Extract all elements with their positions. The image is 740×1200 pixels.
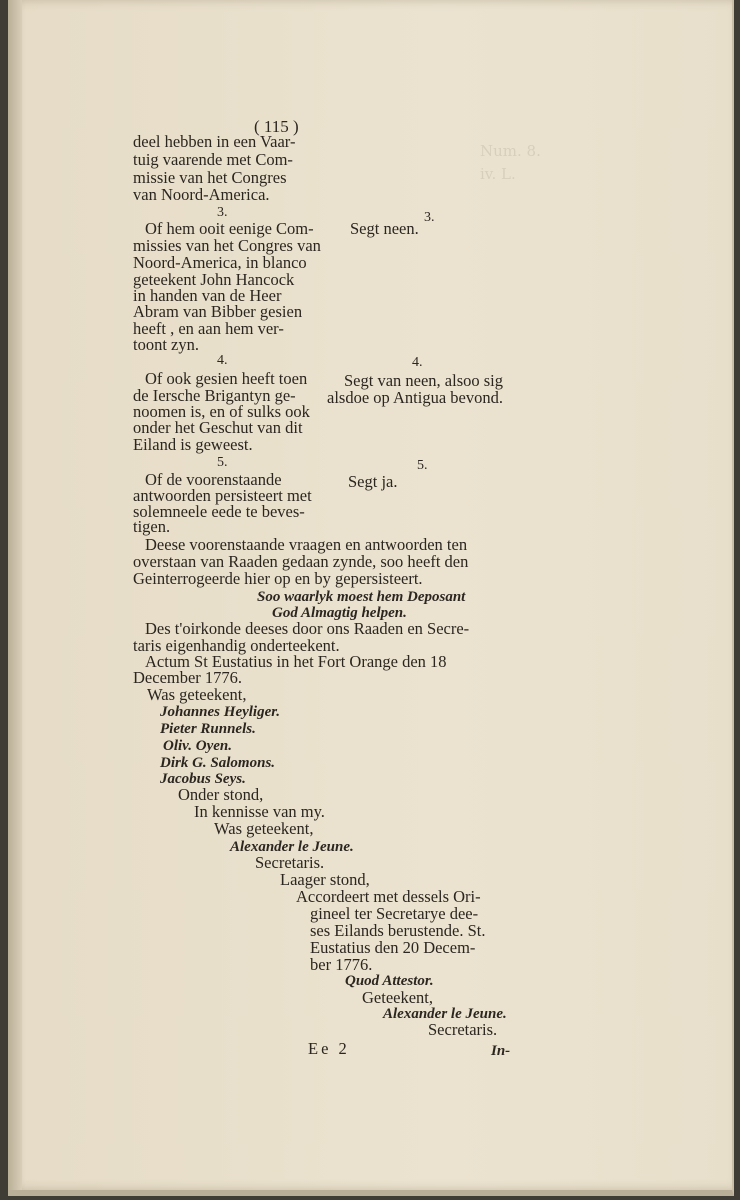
answer-number: 3.	[424, 210, 435, 225]
question-number: 4.	[217, 353, 228, 368]
signatory: Pieter Runnels.	[160, 721, 256, 737]
question-line: solemneele eede te beves-	[133, 502, 305, 521]
oath-line: Soo waarlyk moest hem Deposant	[257, 589, 466, 605]
body-line: Deese voorenstaande vraagen en antwoorden ten	[145, 535, 468, 554]
question-line: Eiland is geweest.	[133, 435, 253, 454]
answer-line: Segt neen.	[350, 219, 419, 238]
intro-line: tuig vaarende met Com-	[133, 150, 293, 169]
secretaris-title-2: Secretaris.	[428, 1020, 498, 1039]
laager-stond: Laager stond,	[280, 870, 370, 889]
signature-mark: Ee 2	[308, 1039, 350, 1058]
catchword: In-	[491, 1043, 511, 1059]
question-line: in handen van de Heer	[133, 286, 282, 305]
intro-line: van Noord-America.	[133, 185, 270, 204]
quod-attestor: Quod Attestor.	[345, 973, 434, 989]
attest-line: December 1776.	[133, 668, 243, 687]
answer-line: alsdoe op Antigua bevond.	[327, 388, 503, 407]
accordeert-line: ses Eilands berustende. St.	[310, 921, 486, 940]
answer-number: 4.	[412, 355, 423, 370]
bleed-through-text: Num. 8. iv. L.	[480, 142, 541, 183]
accordeert-line: Accordeert met dessels Ori-	[296, 887, 481, 906]
question-line: Abram van Bibber gesien	[133, 302, 303, 321]
onder-stond: Onder stond,	[178, 785, 264, 804]
page-number: ( 115 )	[254, 117, 299, 136]
question-line: heeft , en aan hem ver-	[133, 319, 284, 338]
secretaris-title: Secretaris.	[255, 853, 325, 872]
accordeert-line: Eustatius den 20 Decem-	[310, 938, 476, 957]
question-line: de Iersche Brigantyn ge-	[133, 386, 296, 405]
question-line: missies van het Congres van	[133, 236, 321, 255]
attest-line: Des t'oirkonde deeses door ons Raaden en Secre-	[145, 619, 470, 638]
question-number: 3.	[217, 205, 228, 220]
question-line: Of hem ooit eenige Com-	[145, 219, 314, 238]
question-line: Noord-America, in blanco	[133, 253, 307, 272]
intro-line: missie van het Congres	[133, 168, 287, 187]
in-kennisse: In kennisse van my.	[194, 802, 325, 821]
intro-line: deel hebben in een Vaar-	[133, 132, 296, 151]
answer-number: 5.	[417, 458, 428, 473]
secretary-name: Alexander le Jeune.	[230, 839, 354, 855]
question-line: antwoorden persisteert met	[133, 486, 312, 505]
signatory: Oliv. Oyen.	[163, 738, 233, 754]
was-geteekent: Was geteekent,	[147, 685, 247, 704]
accordeert-line: ber 1776.	[310, 955, 373, 974]
geteekent: Geteekent,	[362, 988, 434, 1007]
question-line: geteekent John Hancock	[133, 270, 295, 289]
signatory: Johannes Heyliger.	[160, 704, 281, 720]
question-line: Of ook gesien heeft toen	[145, 369, 308, 388]
signatory: Jacobus Seys.	[160, 771, 246, 787]
page-gutter	[8, 0, 22, 1190]
question-line: Of de voorenstaande	[145, 470, 282, 489]
answer-line: Segt ja.	[348, 472, 398, 491]
body-line: Geinterrogeerde hier op en by gepersisteert.	[133, 569, 423, 588]
secretary-name-2: Alexander le Jeune.	[383, 1006, 507, 1022]
question-line: noomen is, en of sulks ook	[133, 402, 310, 421]
attest-line: Actum St Eustatius in het Fort Orange den 18	[145, 652, 447, 671]
attest-line: taris eigenhandig onderteekent.	[133, 636, 340, 655]
accordeert-line: gineel ter Secretarye dee-	[310, 904, 479, 923]
question-line: tigen.	[133, 517, 171, 536]
question-number: 5.	[217, 455, 228, 470]
answer-line: Segt van neen, alsoo sig	[344, 371, 504, 390]
was-geteekent-2: Was geteekent,	[214, 819, 314, 838]
signatory: Dirk G. Salomons.	[160, 755, 276, 771]
oath-line: God Almagtig helpen.	[272, 605, 407, 621]
question-line: onder het Geschut van dit	[133, 418, 303, 437]
body-line: overstaan van Raaden gedaan zynde, soo heeft den	[133, 552, 469, 571]
question-line: toont zyn.	[133, 335, 199, 354]
